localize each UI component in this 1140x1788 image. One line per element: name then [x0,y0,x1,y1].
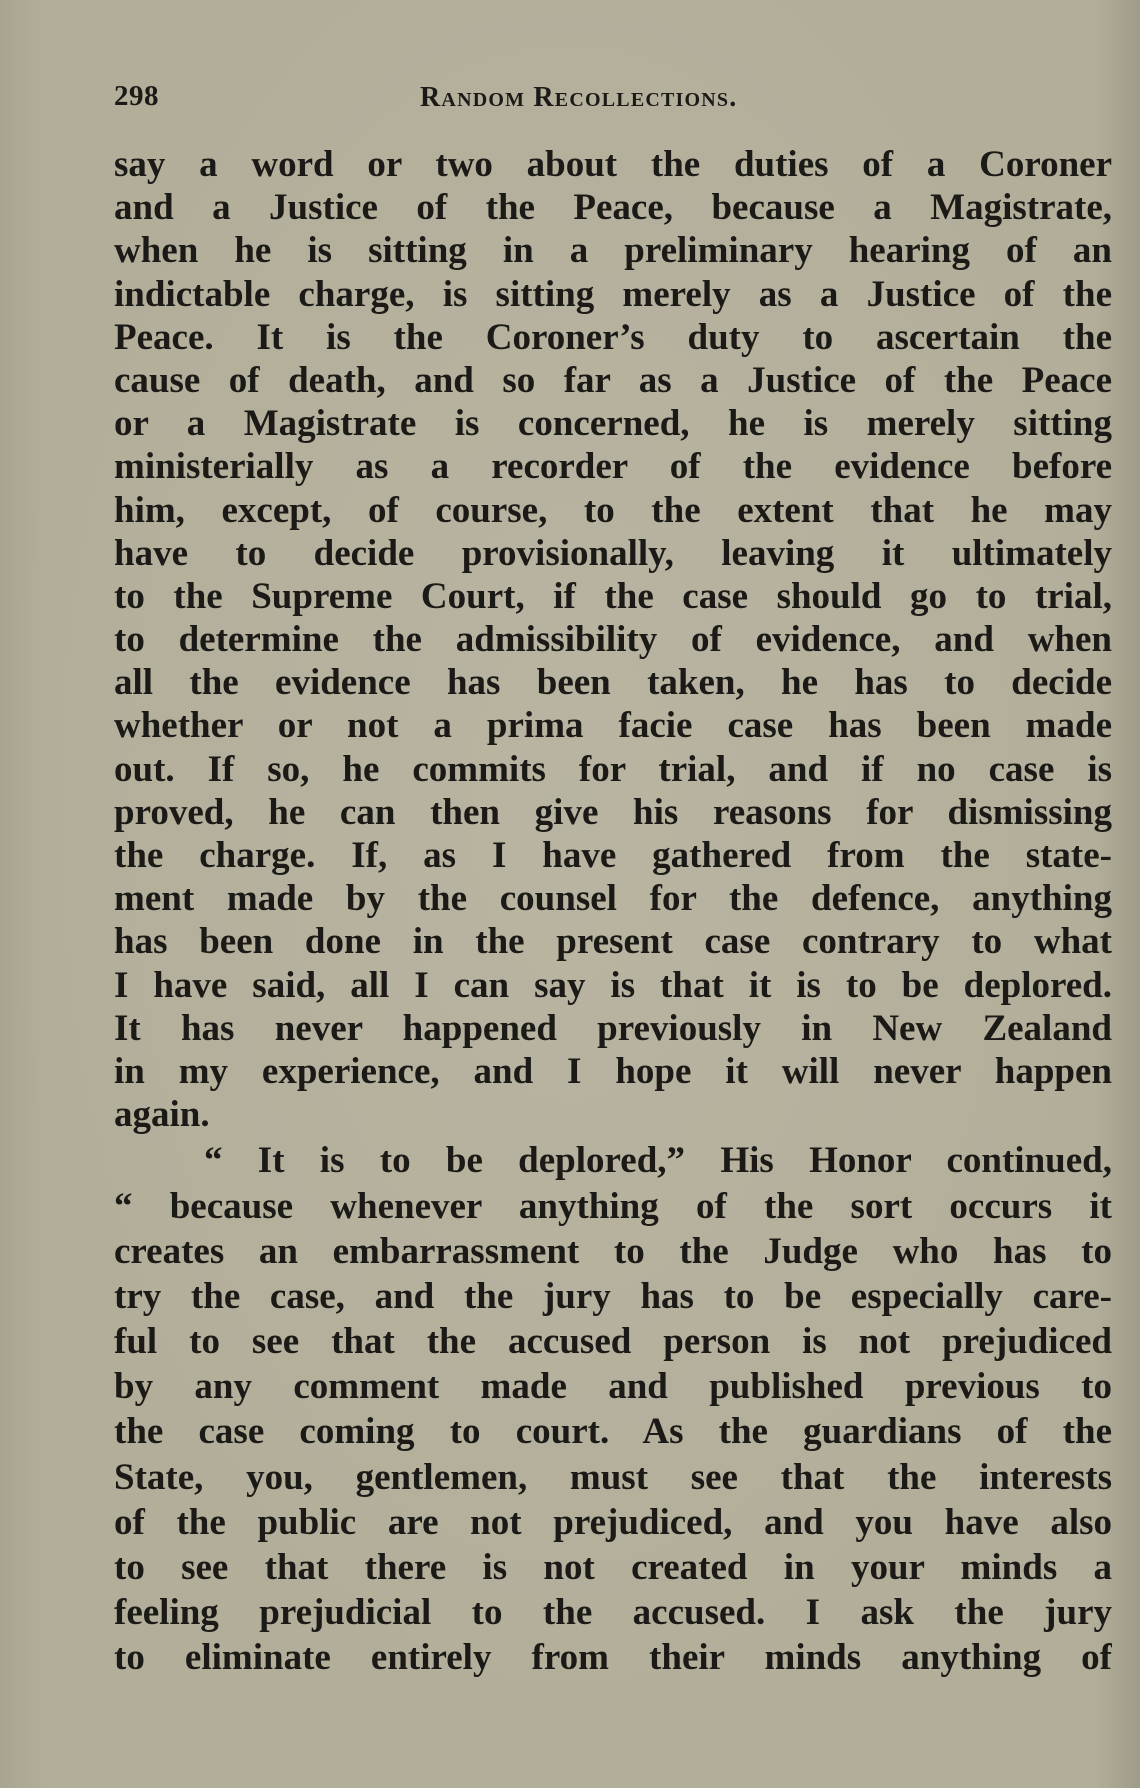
paragraph-1 [114,143,1112,1136]
text-line: to the Supreme Court, if the case should go to trial, [114,575,1112,617]
text-line: creates an embarrassment to the Judge who has to [114,1230,1112,1272]
text-line: State, you, gentlemen, must see that the interests [114,1456,1112,1498]
text-line: Peace. It is the Coroner’s duty to ascertain the [114,316,1112,358]
text-line: say a word or two about the duties of a Coroner [114,144,1112,185]
text-line: try the case, and the jury has to be especially care- [114,1275,1112,1317]
text-line: out. If so, he commits for trial, and if no case is [114,748,1112,790]
text-line: whether or not a prima facie case has been made [114,705,1112,747]
text-line: proved, he can then give his reasons for dismissing [114,791,1112,833]
text-line: or a Magistrate is concerned, he is merely sitting [114,403,1112,445]
text-line: by any comment made and published previous to [114,1366,1112,1408]
text-line: It has never happened previously in New Zealand [114,1007,1112,1049]
text-line: ministerially as a recorder of the evidence before [114,446,1112,488]
text-line: of the public are not prejudiced, and you have also [114,1501,1112,1543]
text-line: I have said, all I can say is that it is to be deplored. [114,964,1112,1006]
text-line: him, except, of course, to the extent that he may [114,489,1112,531]
text-line: when he is sitting in a preliminary hearing of an [114,230,1112,272]
text-line: all the evidence has been taken, he has to decide [114,662,1112,704]
text-line: feeling prejudicial to the accused. I ask the jury [114,1592,1112,1634]
running-title: Random Recollections. [420,82,738,113]
text-line: have to decide provisionally, leaving it ultimately [114,532,1112,574]
text-line: the case coming to court. As the guardians of the [114,1411,1112,1453]
text-line: ment made by the counsel for the defence, anything [114,878,1112,920]
text-line: again. [114,1094,210,1136]
paragraph-2 [114,1138,1112,1680]
text-line: to see that there is not created in your minds a [114,1547,1112,1588]
body-text [114,143,1112,1681]
text-line: to determine the admissibility of evidence, and when [114,619,1112,661]
text-line: and a Justice of the Peace, because a Magistrate, [114,187,1112,229]
text-line: in my experience, and I hope it will never happen [114,1050,1112,1092]
text-line: “ because whenever anything of the sort occurs it [114,1185,1112,1227]
page-number: 298 [114,80,159,112]
text-line: has been done in the present case contrary to what [114,921,1112,963]
text-line: indictable charge, is sitting merely as a Justice of the [114,273,1112,315]
text-line: “ It is to be deplored,” His Honor continued, [204,1140,1112,1182]
text-line: ful to see that the accused person is not prejudiced [114,1321,1112,1363]
text-line: the charge. If, as I have gathered from the state- [114,835,1112,876]
text-line: to eliminate entirely from their minds anything of [114,1637,1112,1679]
page-header [114,80,1112,124]
text-line: cause of death, and so far as a Justice of the Peace [114,359,1112,401]
